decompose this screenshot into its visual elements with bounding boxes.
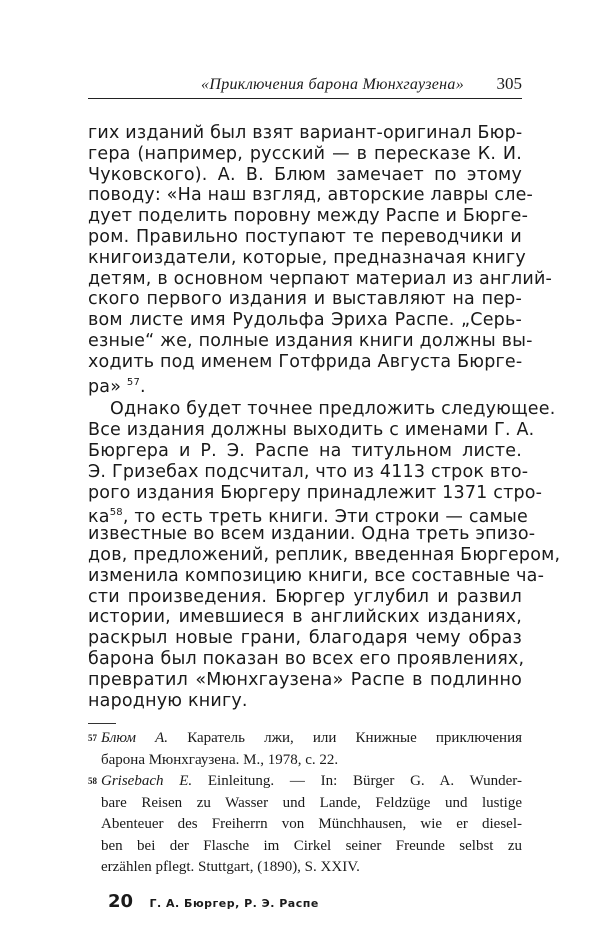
- line-text: раскрыл новые грани, благодаря чему образ: [88, 628, 522, 649]
- line-text: сти произведения. Бюргер углубил и развил: [88, 586, 522, 607]
- line-text: известные во всем издании. Одна треть эпизо-: [88, 524, 536, 545]
- paragraph-1: [88, 123, 553, 397]
- text-line: [88, 247, 526, 269]
- line-text: изменила композицию книги, все составные ча-: [88, 565, 545, 586]
- footnote-text: bare Reisen zu Wasser und Lande, Feldzüge und lustige: [101, 794, 522, 811]
- footnote-text: барона Мюнхгаузена. М., 1978, с. 22.: [101, 751, 339, 768]
- line-text: ра»: [88, 376, 122, 397]
- text-line: [88, 648, 525, 670]
- text-line: [88, 691, 522, 712]
- text-line: [88, 144, 522, 165]
- text-line: [88, 670, 522, 691]
- footnote-ref: 57: [126, 376, 141, 388]
- text-line: [88, 268, 553, 290]
- text-line: [88, 607, 522, 628]
- running-header: [88, 72, 522, 99]
- footnote-line: [88, 728, 522, 750]
- text-line: [88, 227, 522, 248]
- footnote-line: [88, 836, 522, 858]
- line-text: Однако будет точнее предложить следующее.: [110, 399, 556, 420]
- text-line: [88, 503, 528, 528]
- line-text: ром. Правильно поступают те переводчики и: [88, 226, 522, 247]
- text-line: [88, 123, 522, 144]
- text-line: [88, 420, 535, 441]
- line-text: народную книгу.: [88, 690, 248, 711]
- line-text: ского первого издания и выставляют на пер-: [88, 289, 522, 310]
- text-line: [88, 165, 522, 186]
- line-text: превратил «Мюнхгаузена» Распе в подлинно: [88, 669, 522, 690]
- sheet-number: 20: [108, 890, 134, 912]
- text-line: [88, 441, 522, 462]
- line-text: гера (например, русский — в пересказе К. И.: [88, 143, 522, 164]
- page-body: [88, 123, 561, 912]
- footnote-text: Einleitung. — In: Bürger G. A. Wunder-: [207, 773, 523, 790]
- line-text: ходить под именем Готфрида Августа Бюрге-: [88, 351, 523, 372]
- line-text: гих изданий был взят вариант-оригинал Бюр-: [88, 123, 523, 143]
- line-text: Все издания должны выходить с именами Г. А.: [88, 420, 535, 441]
- line-text: езные“ же, полные издания книги должны вы-: [88, 330, 533, 351]
- text-line: [88, 289, 522, 310]
- text-line: [88, 185, 534, 206]
- paragraph-2: [88, 399, 561, 711]
- footnote-text: Каратель лжи, или Книжные приключения: [187, 730, 523, 747]
- footnote-line: [88, 750, 522, 772]
- text-line: [88, 628, 522, 649]
- footnote-ref: 58: [109, 507, 123, 519]
- footnote-number: 57: [88, 733, 97, 744]
- footnote-line: [88, 814, 522, 836]
- line-text: дов, предложений, реплик, введенная Бюргером,: [88, 544, 561, 565]
- line-text: Э. Гризебах подсчитал, что из 4113 строк вто-: [88, 461, 529, 482]
- line-text: барона был показан во всех его проявлениях,: [88, 648, 525, 669]
- line-text: Чуковского). А. В. Блюм замечает по этому: [88, 164, 522, 185]
- line-text: книгоиздатели, которые, предназначая книгу: [88, 247, 526, 268]
- footnote-author: Блюм А.: [101, 730, 169, 747]
- footnote-text: Abenteuer des Freiherrn von Münchhausen, wie er diesel-: [101, 816, 522, 833]
- text-line: ра» $^{57}$.: [88, 376, 146, 397]
- running-title: «Приключения барона Мюнхгаузена»: [201, 76, 464, 93]
- footnote-line: [88, 771, 522, 793]
- signature-text: Г. А. Бюргер, Р. Э. Распе: [149, 896, 319, 910]
- line-text: , то есть треть книги. Эти строки — самые: [122, 507, 528, 528]
- footnote-divider: [88, 723, 116, 724]
- text-line: [88, 206, 529, 227]
- text-line: [88, 399, 556, 420]
- line-text: вом листе имя Рудольфа Эриха Распе. „Серь-: [88, 310, 522, 331]
- text-line: [88, 524, 536, 545]
- text-line: [88, 482, 543, 504]
- line-text: ка: [88, 507, 110, 528]
- text-line: [88, 352, 522, 373]
- text-line: [88, 461, 529, 483]
- line-text: детям, в основном черпают материал из англий-: [88, 268, 553, 289]
- footnote-line: [88, 793, 522, 815]
- line-text: истории, имевшиеся в английских изданиях,: [88, 607, 522, 628]
- text-line: [88, 330, 533, 352]
- text-line: [88, 587, 522, 608]
- footnote-line: [88, 857, 522, 879]
- line-text: рого издания Бюргеру принадлежит 1371 стро-: [88, 482, 543, 503]
- footnote-text: ben bei der Flasche im Cirkel seiner Freunde selbst zu: [101, 837, 522, 854]
- line-text: Бюргера и Р. Э. Распе на титульном листе.: [88, 440, 522, 461]
- footnote-text: erzählen pflegt. Stuttgart, (1890), S. XXIV.: [101, 859, 360, 876]
- line-text: поводу: «На наш взгляд, авторские лавры сле-: [88, 185, 534, 206]
- line-text: дует поделить поровну между Распе и Бюрге-: [88, 206, 529, 227]
- footnote-author: Grisebach E.: [101, 773, 193, 790]
- text-line: [88, 544, 561, 566]
- footnotes: [88, 728, 522, 879]
- footnote-number: 58: [88, 776, 97, 787]
- signature-footer: [88, 891, 522, 912]
- page-number: 305: [496, 74, 522, 93]
- text-line: [88, 565, 545, 587]
- text-line: [88, 310, 522, 331]
